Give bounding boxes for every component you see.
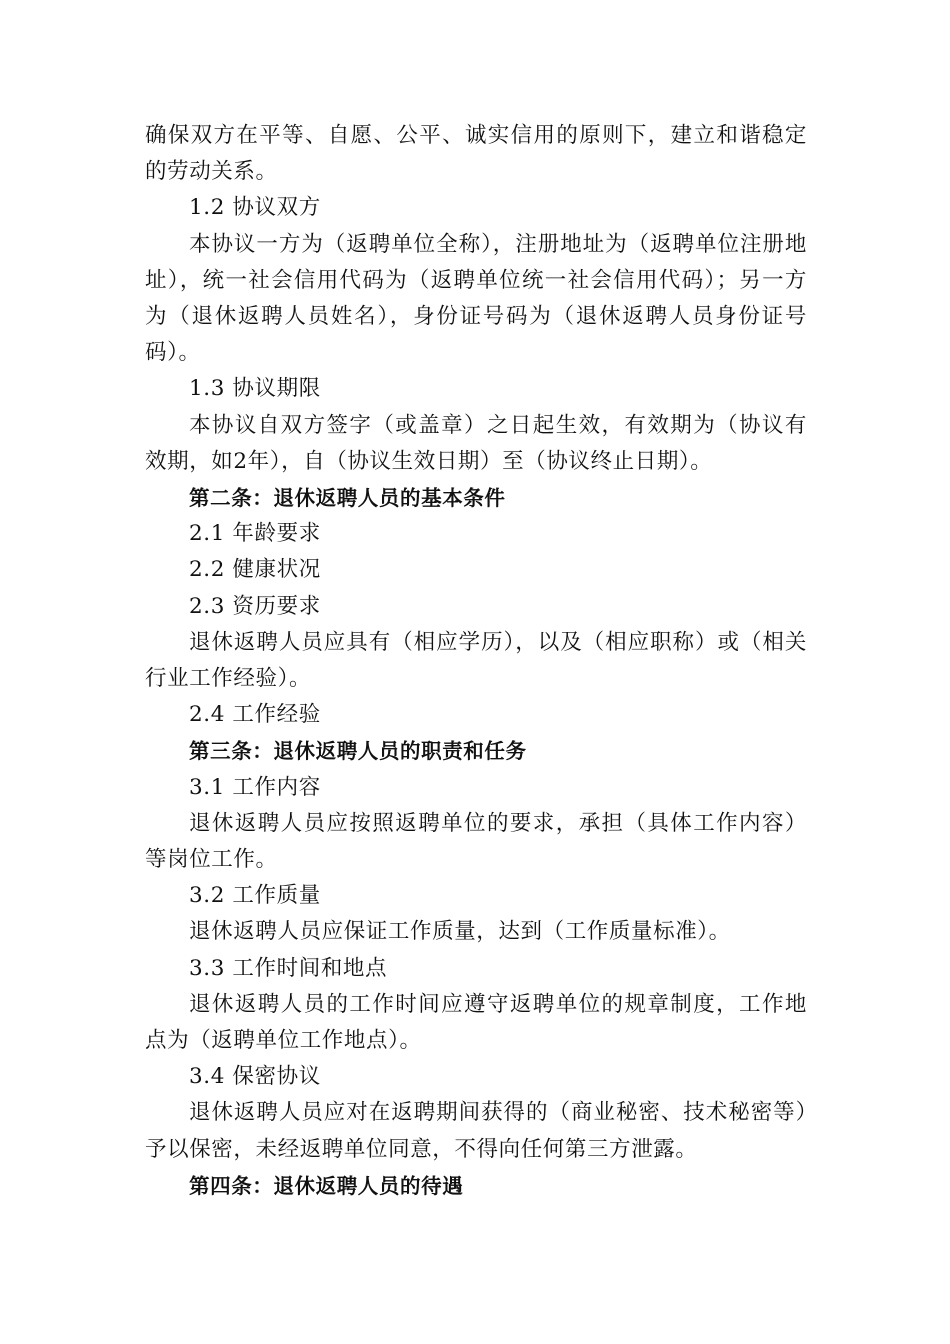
paragraph: 本协议自双方签字（或盖章）之日起生效，有效期为（协议有效期，如2年），自（协议生效日期）至（协议终止日期）。	[145, 412, 807, 474]
subsection-title: 2.4 工作经验	[189, 702, 321, 728]
article-heading: 第二条：退休返聘人员的基本条件	[189, 486, 506, 511]
paragraph: 退休返聘人员的工作时间应遵守返聘单位的规章制度，工作地点为（返聘单位工作地点）。	[145, 991, 807, 1054]
subsection-title: 3.1 工作内容	[189, 774, 321, 800]
paragraph: 退休返聘人员应对在返聘期间获得的（商业秘密、技术秘密等）予以保密，未经返聘单位同意，不得向任何第三方泄露。	[145, 1100, 807, 1162]
paragraph: 退休返聘人员应按照返聘单位的要求，承担（具体工作内容）等岗位工作。	[145, 810, 807, 873]
article-heading: 第四条：退休返聘人员的待遇	[189, 1173, 464, 1198]
paragraph: 本协议一方为（返聘单位全称），注册地址为（返聘单位注册地址），统一社会信用代码为（返聘单位统一社会信用代码）；另一方为（退休返聘人员姓名），身份证号码为（退休返聘人员身份证号码）。	[145, 231, 807, 366]
paragraph: 退休返聘人员应保证工作质量，达到（工作质量标准）。	[189, 919, 731, 945]
subsection-title: 1.2 协议双方	[189, 195, 321, 221]
subsection-title: 1.3 协议期限	[189, 376, 321, 402]
paragraph: 确保双方在平等、自愿、公平、诚实信用的原则下，建立和谐稳定的劳动关系。	[145, 123, 807, 185]
subsection-title: 3.2 工作质量	[189, 883, 321, 909]
subsection-title: 2.1 年龄要求	[189, 521, 321, 547]
subsection-title: 3.4 保密协议	[189, 1064, 321, 1090]
subsection-title: 2.3 资历要求	[189, 593, 321, 619]
paragraph: 退休返聘人员应具有（相应学历），以及（相应职称）或（相关行业工作经验）。	[145, 629, 807, 692]
subsection-title: 3.3 工作时间和地点	[189, 955, 388, 981]
document-page	[145, 118, 807, 1204]
article-heading: 第三条：退休返聘人员的职责和任务	[189, 739, 527, 764]
subsection-title: 2.2 健康状况	[189, 557, 321, 583]
